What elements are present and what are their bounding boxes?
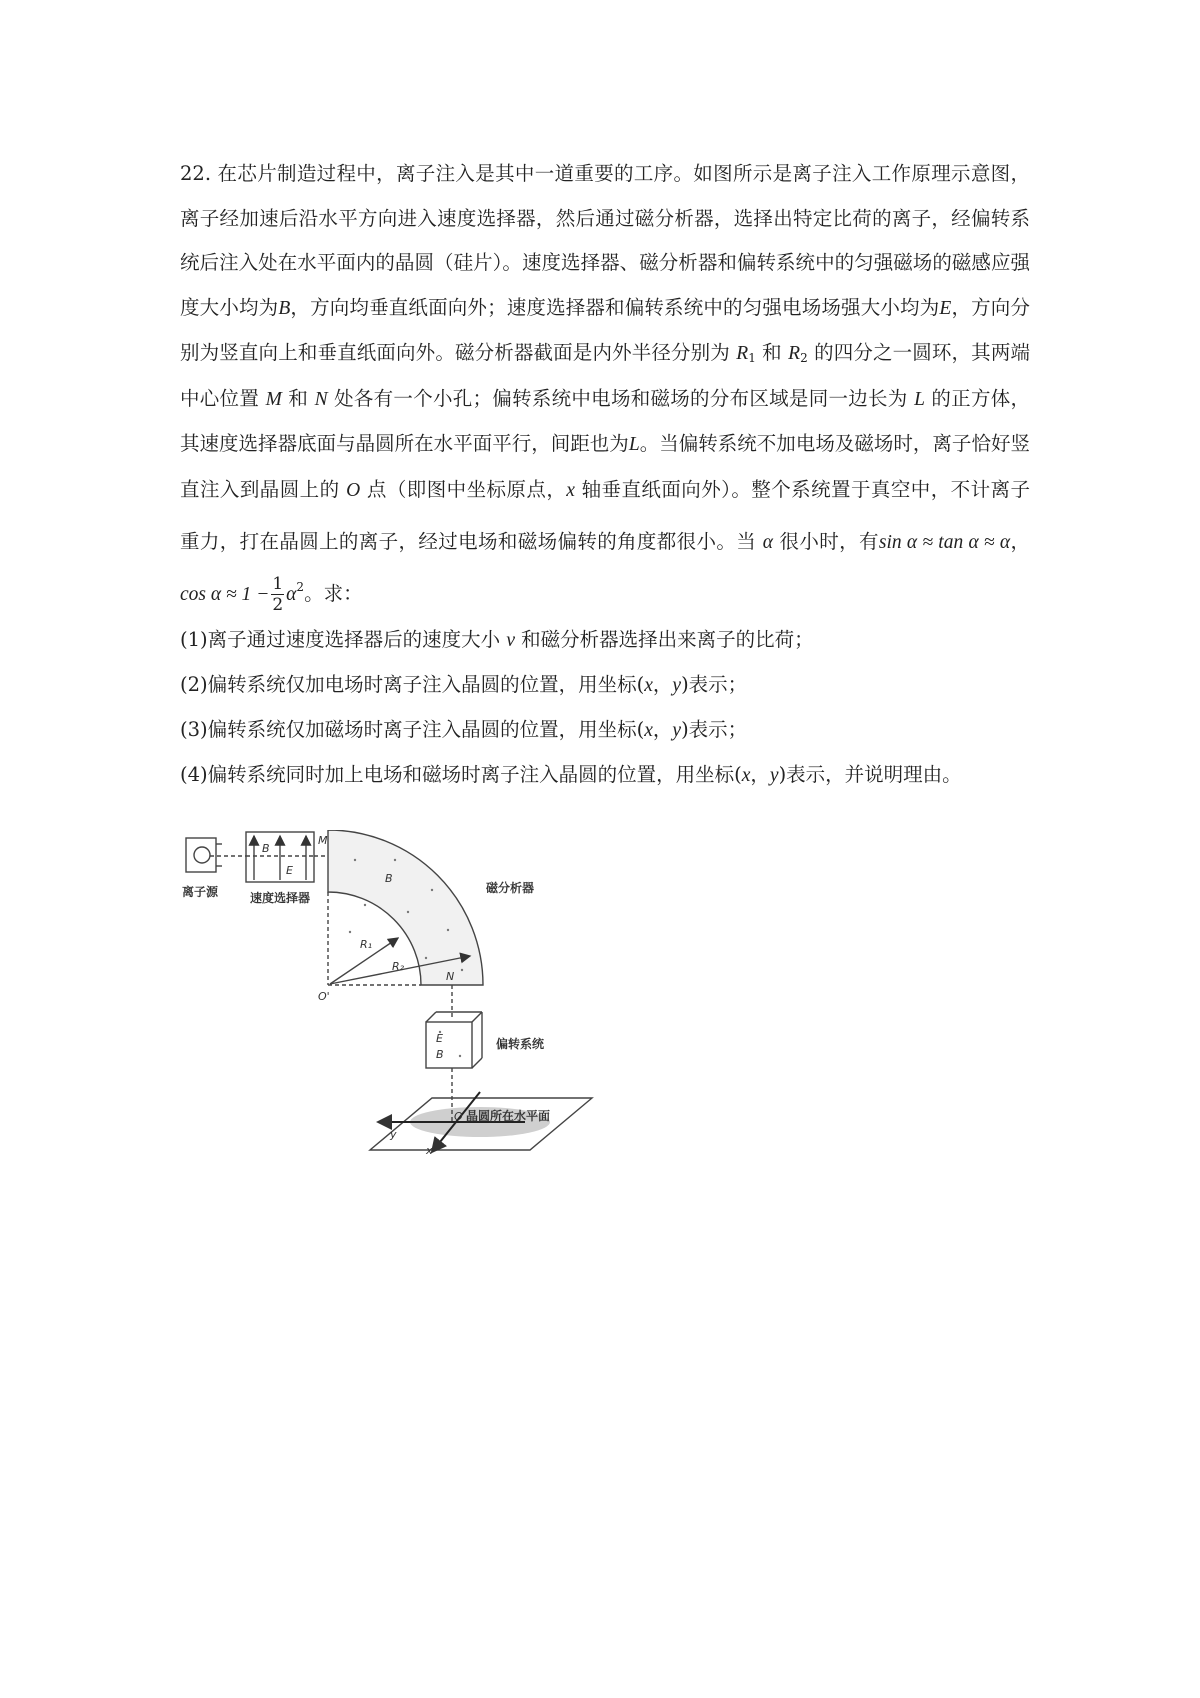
label-M: M <box>318 834 328 847</box>
text-seg: 处各有一个小孔；偏转系统中电场和磁场的分布区域是同一边长为 <box>334 386 908 410</box>
label-x-axis: x <box>426 1144 433 1157</box>
var-L: L <box>914 388 925 410</box>
q-text: (4)偏转系统同时加上电场和磁场时离子注入晶圆的位置，用坐标( <box>180 762 742 786</box>
var-R2: R <box>788 343 801 364</box>
q-text: ， <box>652 672 673 696</box>
var-y: y <box>769 764 779 786</box>
q-text: (2)偏转系统仅加电场时离子注入晶圆的位置，用坐标( <box>180 672 645 696</box>
label-E-selector: E <box>286 864 293 877</box>
text-seg: ， <box>1010 530 1030 553</box>
text-seg: 轴垂直纸面向外）。整个系统置于真空中，不计离子重力，打在晶圆上的离子，经过电场和磁场偏转的角度都很小。当 <box>180 477 1030 553</box>
var-E: E <box>939 297 952 319</box>
problem-statement <box>180 152 1030 618</box>
text-seg: 点（即图中坐标原点， <box>366 477 567 501</box>
question-4 <box>180 753 1030 798</box>
var-L: L <box>628 434 640 455</box>
q-text: )表示； <box>681 717 748 741</box>
formula-sin-text: sin α ≈ tan α ≈ α <box>878 532 1011 553</box>
label-magnetic-analyzer: 磁分析器 <box>486 881 535 895</box>
text-seg: 在芯片制造过程中，离子注入是其中一道重要的工序。如图所示是离子注入工作原理示意图，离子经加速后沿水平方向进入速度选择器，然后通过磁分析器，选择出特定比荷的离子，经偏转系统后注入处在水平面内的晶圆（硅片）。速度选择器、磁分析器和偏转系统中的匀强磁场的磁感应强度大小均为 <box>180 162 1030 319</box>
q-text: ， <box>652 717 673 741</box>
var-M: M <box>265 388 282 410</box>
var-R2-sub: 2 <box>800 351 808 365</box>
q-text: (1)离子通过速度选择器后的速度大小 <box>180 627 507 651</box>
text-seg: 的正方体，其速度选择器底面与晶圆所在水平面平行，间距也为 <box>180 386 1031 455</box>
var-y: y <box>672 674 682 696</box>
label-R2: R₂ <box>392 960 405 973</box>
formula-sin <box>879 530 1010 553</box>
fraction-denominator: 2 <box>272 595 284 615</box>
var-y: y <box>672 719 682 741</box>
text-seg: 。当偏转系统不加电场及磁场时，离子恰好竖直注入到晶圆上的 <box>180 432 1030 501</box>
fraction-one-half <box>271 574 284 615</box>
label-B-selector: B <box>262 842 270 855</box>
var-B: B <box>278 297 291 319</box>
q-text: 和磁分析器选择出来离子的比荷； <box>514 627 814 651</box>
var-alpha: α <box>762 532 773 553</box>
magnetic-analyzer-ring <box>328 830 483 985</box>
text-seg: 很小时，有 <box>779 530 879 553</box>
deflection-system-box <box>426 1022 472 1068</box>
label-O-prime: O' <box>318 990 330 1003</box>
text-seg: 和 <box>762 341 782 364</box>
var-R1: R <box>736 343 749 364</box>
label-y-axis: y <box>390 1128 397 1141</box>
var-R1-sub: 1 <box>748 351 756 365</box>
label-B-analyzer: B <box>385 872 393 885</box>
fraction-numerator: 1 <box>272 574 284 594</box>
formula-cos-text: cos α ≈ 1 − <box>180 584 270 605</box>
label-deflection-system: 偏转系统 <box>496 1037 545 1051</box>
label-velocity-selector: 速度选择器 <box>250 891 311 905</box>
text-seg: ，方向分别为竖直向上和垂直纸面向外。磁分析器截面是内外半径分别为 <box>180 295 1030 364</box>
q-text: )表示； <box>681 672 748 696</box>
label-N: N <box>446 970 455 983</box>
q-text: (3)偏转系统仅加磁场时离子注入晶圆的位置，用坐标( <box>180 717 645 741</box>
text-seg: ，方向均垂直纸面向外；速度选择器和偏转系统中的匀强电场场强大小均为 <box>290 295 940 319</box>
ion-implantation-diagram <box>180 830 640 1170</box>
q-text: ， <box>750 762 770 786</box>
exponent: 2 <box>296 580 305 594</box>
var-v: v <box>506 629 515 651</box>
problem-text <box>180 152 1030 798</box>
problem-number: 22. <box>180 162 212 185</box>
q-text: )表示，并说明理由。 <box>778 762 962 786</box>
label-O: O <box>454 1110 463 1123</box>
question-2 <box>180 663 1030 708</box>
text-seg: 和 <box>288 386 309 410</box>
text-seg: 。求： <box>304 582 363 605</box>
diagram-svg <box>180 830 640 1170</box>
question-1 <box>180 618 1030 663</box>
label-ion-source: 离子源 <box>182 885 219 899</box>
ion-source-box <box>186 838 216 872</box>
var-alpha: α <box>286 584 297 605</box>
var-x: x <box>644 719 653 741</box>
var-N: N <box>314 388 328 410</box>
var-x: x <box>741 764 751 786</box>
label-B-deflection: B <box>436 1048 444 1061</box>
label-R1: R₁ <box>360 938 373 951</box>
label-E-deflection: E <box>436 1032 443 1045</box>
var-O: O <box>346 479 361 501</box>
ion-source-circle <box>194 847 210 863</box>
text-seg: 的四分之一圆环，其两端中心位置 <box>180 341 1030 410</box>
question-3 <box>180 708 1030 753</box>
var-x: x <box>566 479 575 501</box>
label-wafer-plane: 晶圆所在水平面 <box>466 1109 551 1123</box>
var-x: x <box>644 674 653 696</box>
